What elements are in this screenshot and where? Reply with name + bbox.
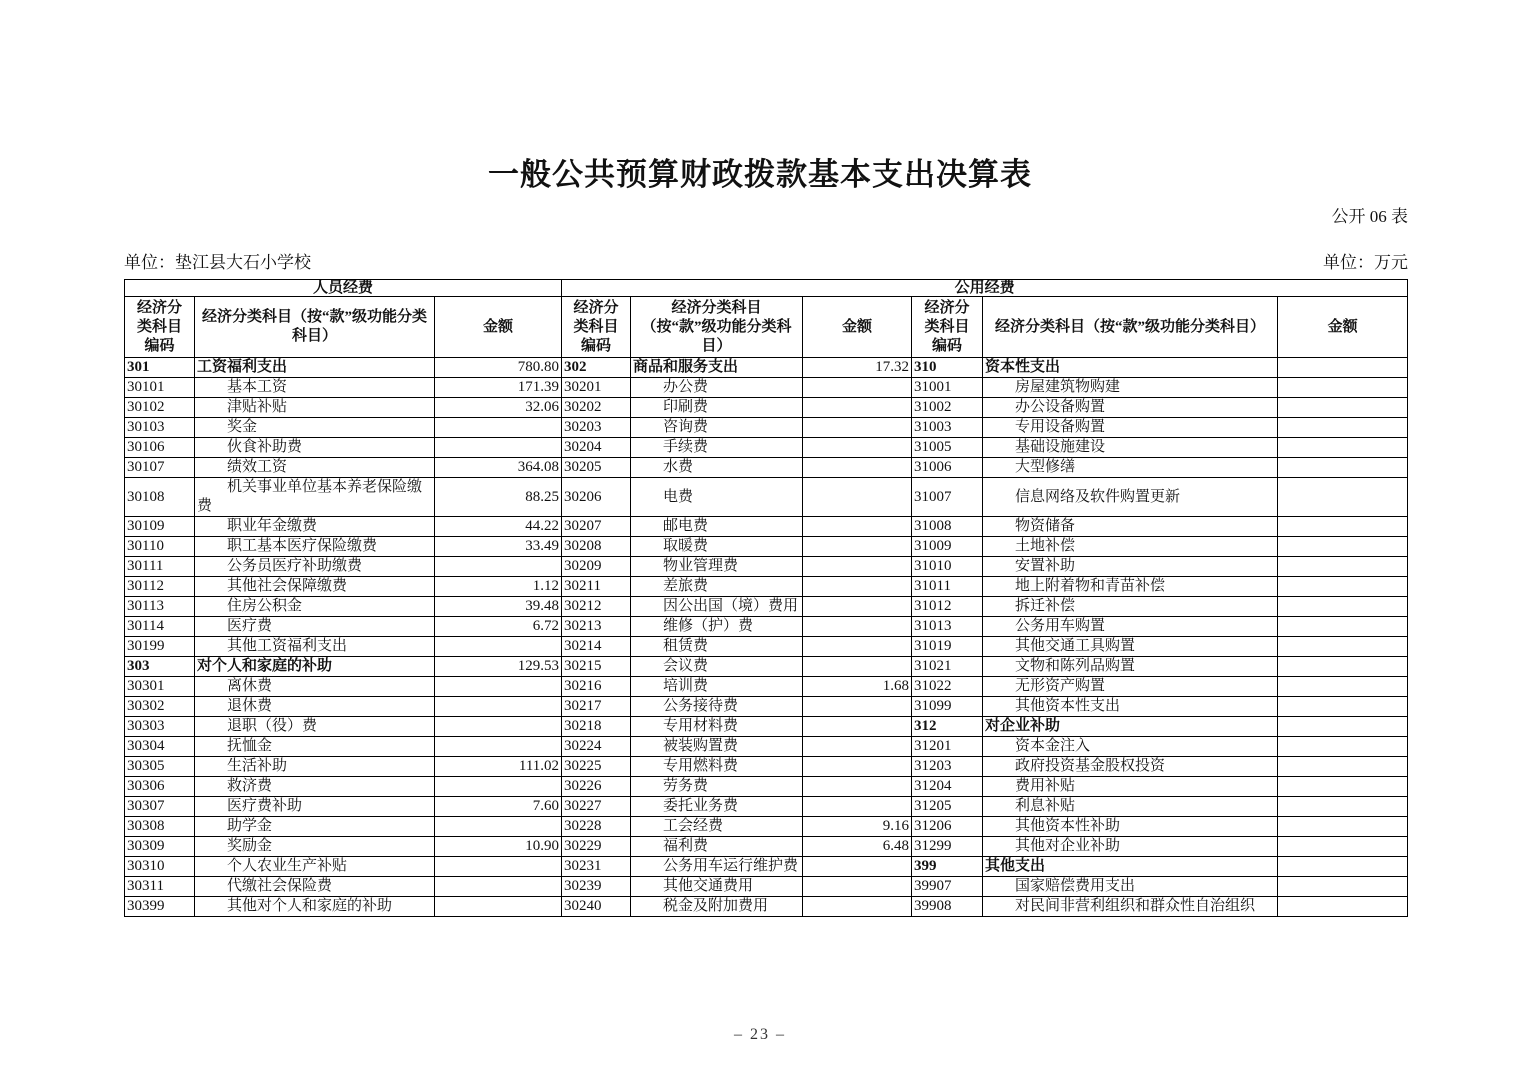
code-cell: 30304 — [125, 737, 195, 757]
code-cell: 30216 — [562, 677, 631, 697]
amount-cell — [803, 717, 912, 737]
amount-cell — [1278, 637, 1408, 657]
expenditure-table — [124, 279, 1408, 917]
subject-cell: 费用补贴 — [983, 777, 1278, 797]
subject-cell: 税金及附加费用 — [631, 897, 803, 917]
subject-cell: 奖金 — [195, 418, 435, 438]
subject-cell: 公务员医疗补助缴费 — [195, 557, 435, 577]
subject-cell: 救济费 — [195, 777, 435, 797]
subject-cell: 绩效工资 — [195, 458, 435, 478]
subject-cell: 其他交通费用 — [631, 877, 803, 897]
code-cell: 31205 — [912, 797, 983, 817]
subject-cell: 其他支出 — [983, 857, 1278, 877]
amount-cell — [1278, 677, 1408, 697]
code-cell: 30112 — [125, 577, 195, 597]
amount-cell — [1278, 737, 1408, 757]
amount-cell — [1278, 757, 1408, 777]
subject-cell: 公务用车购置 — [983, 617, 1278, 637]
col-header-subject-3: 经济分类科目（按“款”级功能分类科目） — [983, 297, 1278, 358]
code-cell: 30310 — [125, 857, 195, 877]
code-cell: 30201 — [562, 378, 631, 398]
amount-cell: 111.02 — [435, 757, 562, 777]
subject-cell: 办公设备购置 — [983, 398, 1278, 418]
subject-cell: 其他工资福利支出 — [195, 637, 435, 657]
amount-cell: 17.32 — [803, 358, 912, 378]
subject-cell: 其他资本性补助 — [983, 817, 1278, 837]
code-cell: 30307 — [125, 797, 195, 817]
unit-line — [124, 252, 1408, 274]
amount-cell: 39.48 — [435, 597, 562, 617]
code-cell: 30226 — [562, 777, 631, 797]
subject-cell: 医疗费 — [195, 617, 435, 637]
code-cell: 31099 — [912, 697, 983, 717]
subject-cell: 无形资产购置 — [983, 677, 1278, 697]
code-cell: 30107 — [125, 458, 195, 478]
table-row — [125, 458, 1408, 478]
amount-cell — [1278, 877, 1408, 897]
amount-cell: 7.60 — [435, 797, 562, 817]
subject-cell: 其他对企业补助 — [983, 837, 1278, 857]
code-cell: 30108 — [125, 478, 195, 517]
subject-cell: 抚恤金 — [195, 737, 435, 757]
amount-cell — [803, 797, 912, 817]
amount-cell — [1278, 897, 1408, 917]
col-header-amount-2: 金额 — [803, 297, 912, 358]
code-cell: 30231 — [562, 857, 631, 877]
amount-cell — [1278, 358, 1408, 378]
code-cell: 30207 — [562, 517, 631, 537]
amount-cell — [435, 637, 562, 657]
subject-cell: 电费 — [631, 478, 803, 517]
subject-cell: 租赁费 — [631, 637, 803, 657]
page-title: 一般公共预算财政拨款基本支出决算表 — [488, 157, 1032, 192]
amount-cell — [1278, 797, 1408, 817]
amount-cell: 32.06 — [435, 398, 562, 418]
amount-cell — [1278, 817, 1408, 837]
subject-cell: 取暖费 — [631, 537, 803, 557]
table-row — [125, 517, 1408, 537]
subject-cell: 文物和陈列品购置 — [983, 657, 1278, 677]
code-cell: 31001 — [912, 378, 983, 398]
subject-cell: 工会经费 — [631, 817, 803, 837]
amount-cell — [1278, 398, 1408, 418]
group-header-public: 公用经费 — [562, 280, 1408, 297]
table-row — [125, 777, 1408, 797]
code-cell: 30101 — [125, 378, 195, 398]
code-cell: 31201 — [912, 737, 983, 757]
col-header-amount-1: 金额 — [435, 297, 562, 358]
code-cell: 30113 — [125, 597, 195, 617]
table-row — [125, 378, 1408, 398]
amount-cell — [803, 418, 912, 438]
table-row — [125, 877, 1408, 897]
subject-cell: 对民间非营利组织和群众性自治组织 — [983, 897, 1278, 917]
amount-cell — [1278, 697, 1408, 717]
subject-cell: 物业管理费 — [631, 557, 803, 577]
table-row — [125, 797, 1408, 817]
code-cell: 31006 — [912, 458, 983, 478]
subject-cell: 房屋建筑物购建 — [983, 378, 1278, 398]
amount-cell — [803, 877, 912, 897]
amount-cell — [803, 478, 912, 517]
amount-cell — [435, 557, 562, 577]
subject-cell: 维修（护）费 — [631, 617, 803, 637]
code-cell: 30311 — [125, 877, 195, 897]
code-cell: 30213 — [562, 617, 631, 637]
amount-cell: 33.49 — [435, 537, 562, 557]
code-cell: 30106 — [125, 438, 195, 458]
code-cell: 31204 — [912, 777, 983, 797]
code-cell: 399 — [912, 857, 983, 877]
table-row — [125, 737, 1408, 757]
amount-cell — [1278, 597, 1408, 617]
table-row — [125, 697, 1408, 717]
subject-cell: 职业年金缴费 — [195, 517, 435, 537]
code-cell: 31021 — [912, 657, 983, 677]
amount-cell — [435, 438, 562, 458]
amount-cell — [803, 697, 912, 717]
subject-cell: 其他交通工具购置 — [983, 637, 1278, 657]
code-cell: 30102 — [125, 398, 195, 418]
code-cell: 30399 — [125, 897, 195, 917]
amount-cell — [803, 537, 912, 557]
table-code-label: 公开 06 表 — [1331, 207, 1408, 226]
subject-cell: 专用材料费 — [631, 717, 803, 737]
code-cell: 31008 — [912, 517, 983, 537]
subject-cell: 专用设备购置 — [983, 418, 1278, 438]
code-cell: 30227 — [562, 797, 631, 817]
code-cell: 30103 — [125, 418, 195, 438]
code-cell: 30301 — [125, 677, 195, 697]
code-cell: 30114 — [125, 617, 195, 637]
subject-cell: 劳务费 — [631, 777, 803, 797]
page-number: – 23 – — [734, 1026, 786, 1043]
col-header-code-2: 经济分类科目编码 — [562, 297, 631, 358]
subject-cell: 大型修缮 — [983, 458, 1278, 478]
subject-cell: 资本金注入 — [983, 737, 1278, 757]
amount-cell: 1.68 — [803, 677, 912, 697]
code-cell: 30215 — [562, 657, 631, 677]
subject-cell: 委托业务费 — [631, 797, 803, 817]
amount-cell — [1278, 537, 1408, 557]
amount-cell — [1278, 458, 1408, 478]
subject-cell: 商品和服务支出 — [631, 358, 803, 378]
code-cell: 310 — [912, 358, 983, 378]
group-header-personnel: 人员经费 — [125, 280, 562, 297]
subject-cell: 机关事业单位基本养老保险缴费 — [195, 478, 435, 517]
code-cell: 31009 — [912, 537, 983, 557]
subject-cell: 国家赔偿费用支出 — [983, 877, 1278, 897]
code-cell: 30229 — [562, 837, 631, 857]
amount-cell — [1278, 857, 1408, 877]
subject-cell: 生活补助 — [195, 757, 435, 777]
subject-cell: 办公费 — [631, 378, 803, 398]
table-row — [125, 757, 1408, 777]
subject-cell: 被装购置费 — [631, 737, 803, 757]
col-header-amount-3: 金额 — [1278, 297, 1408, 358]
amount-cell: 171.39 — [435, 378, 562, 398]
amount-cell — [1278, 717, 1408, 737]
subject-cell: 专用燃料费 — [631, 757, 803, 777]
code-cell: 30306 — [125, 777, 195, 797]
subject-cell: 差旅费 — [631, 577, 803, 597]
amount-cell — [803, 517, 912, 537]
amount-cell — [1278, 577, 1408, 597]
amount-cell — [435, 877, 562, 897]
amount-cell — [803, 777, 912, 797]
subject-cell: 水费 — [631, 458, 803, 478]
subject-cell: 基本工资 — [195, 378, 435, 398]
unit-name-label: 单位：垫江县大石小学校 — [124, 253, 311, 272]
table-row — [125, 637, 1408, 657]
code-cell: 301 — [125, 358, 195, 378]
table-row — [125, 537, 1408, 557]
content-area — [124, 206, 1408, 917]
code-cell: 30208 — [562, 537, 631, 557]
col-header-subject-2: 经济分类科目（按“款”级功能分类科目） — [631, 297, 803, 358]
subject-cell: 工资福利支出 — [195, 358, 435, 378]
code-cell: 30308 — [125, 817, 195, 837]
amount-cell — [803, 597, 912, 617]
code-cell: 30218 — [562, 717, 631, 737]
amount-cell — [803, 857, 912, 877]
amount-cell — [803, 438, 912, 458]
code-cell: 31012 — [912, 597, 983, 617]
subject-cell: 个人农业生产补贴 — [195, 857, 435, 877]
subject-cell: 资本性支出 — [983, 358, 1278, 378]
subject-cell: 地上附着物和青苗补偿 — [983, 577, 1278, 597]
amount-cell — [803, 398, 912, 418]
amount-cell — [803, 557, 912, 577]
code-cell: 31022 — [912, 677, 983, 697]
subject-cell: 公务接待费 — [631, 697, 803, 717]
amount-cell: 129.53 — [435, 657, 562, 677]
subject-cell: 对企业补助 — [983, 717, 1278, 737]
code-cell: 30111 — [125, 557, 195, 577]
table-row — [125, 677, 1408, 697]
amount-cell — [1278, 517, 1408, 537]
subject-cell: 医疗费补助 — [195, 797, 435, 817]
code-cell: 30110 — [125, 537, 195, 557]
code-cell: 31203 — [912, 757, 983, 777]
table-row — [125, 597, 1408, 617]
amount-cell — [435, 717, 562, 737]
col-header-subject-1: 经济分类科目（按“款”级功能分类科目） — [195, 297, 435, 358]
table-row — [125, 358, 1408, 378]
code-cell: 31299 — [912, 837, 983, 857]
code-cell: 31010 — [912, 557, 983, 577]
table-row — [125, 657, 1408, 677]
code-cell: 30214 — [562, 637, 631, 657]
amount-cell — [435, 777, 562, 797]
subject-cell: 安置补助 — [983, 557, 1278, 577]
table-row — [125, 478, 1408, 517]
subject-cell: 离休费 — [195, 677, 435, 697]
amount-cell — [1278, 478, 1408, 517]
subject-cell: 手续费 — [631, 438, 803, 458]
amount-cell — [435, 817, 562, 837]
col-header-code-1: 经济分类科目编码 — [125, 297, 195, 358]
table-row — [125, 557, 1408, 577]
amount-cell: 364.08 — [435, 458, 562, 478]
code-cell: 31007 — [912, 478, 983, 517]
table-row — [125, 617, 1408, 637]
table-row — [125, 438, 1408, 458]
subject-cell: 伙食补助费 — [195, 438, 435, 458]
subject-cell: 因公出国（境）费用 — [631, 597, 803, 617]
amount-cell — [803, 458, 912, 478]
subject-cell: 公务用车运行维护费 — [631, 857, 803, 877]
amount-cell — [803, 617, 912, 637]
code-cell: 312 — [912, 717, 983, 737]
subject-cell: 培训费 — [631, 677, 803, 697]
code-cell: 30204 — [562, 438, 631, 458]
code-cell: 39907 — [912, 877, 983, 897]
subject-cell: 会议费 — [631, 657, 803, 677]
table-row — [125, 577, 1408, 597]
code-cell: 31005 — [912, 438, 983, 458]
subject-cell: 其他对个人和家庭的补助 — [195, 897, 435, 917]
subject-cell: 助学金 — [195, 817, 435, 837]
code-cell: 30225 — [562, 757, 631, 777]
code-cell: 31019 — [912, 637, 983, 657]
amount-cell — [1278, 617, 1408, 637]
amount-cell — [435, 857, 562, 877]
subject-cell: 奖励金 — [195, 837, 435, 857]
subject-cell: 津贴补贴 — [195, 398, 435, 418]
amount-cell: 1.12 — [435, 577, 562, 597]
code-cell: 30217 — [562, 697, 631, 717]
code-cell: 30209 — [562, 557, 631, 577]
amount-cell: 9.16 — [803, 817, 912, 837]
subject-cell: 政府投资基金股权投资 — [983, 757, 1278, 777]
subject-cell: 福利费 — [631, 837, 803, 857]
code-cell: 30109 — [125, 517, 195, 537]
table-row — [125, 837, 1408, 857]
subject-cell: 物资储备 — [983, 517, 1278, 537]
amount-cell: 10.90 — [435, 837, 562, 857]
subject-cell: 其他资本性支出 — [983, 697, 1278, 717]
subject-cell: 土地补偿 — [983, 537, 1278, 557]
code-cell: 30303 — [125, 717, 195, 737]
code-cell: 31002 — [912, 398, 983, 418]
subject-cell: 对个人和家庭的补助 — [195, 657, 435, 677]
subject-cell: 邮电费 — [631, 517, 803, 537]
amount-cell — [803, 737, 912, 757]
amount-cell — [803, 657, 912, 677]
code-cell: 39908 — [912, 897, 983, 917]
column-header-row — [125, 297, 1408, 358]
subject-cell: 基础设施建设 — [983, 438, 1278, 458]
subject-cell: 代缴社会保险费 — [195, 877, 435, 897]
code-cell: 31206 — [912, 817, 983, 837]
amount-cell — [1278, 777, 1408, 797]
table-body — [125, 358, 1408, 917]
amount-cell: 780.80 — [435, 358, 562, 378]
subject-cell: 咨询费 — [631, 418, 803, 438]
table-row — [125, 717, 1408, 737]
code-cell: 30239 — [562, 877, 631, 897]
code-cell: 30203 — [562, 418, 631, 438]
subject-cell: 拆迁补偿 — [983, 597, 1278, 617]
amount-cell — [803, 897, 912, 917]
amount-cell: 44.22 — [435, 517, 562, 537]
table-row — [125, 817, 1408, 837]
amount-cell — [803, 577, 912, 597]
code-cell: 30212 — [562, 597, 631, 617]
unit-currency-label: 单位：万元 — [1323, 253, 1408, 272]
table-row — [125, 398, 1408, 418]
amount-cell: 88.25 — [435, 478, 562, 517]
code-cell: 31011 — [912, 577, 983, 597]
code-cell: 30199 — [125, 637, 195, 657]
amount-cell — [435, 418, 562, 438]
amount-cell — [435, 697, 562, 717]
amount-cell — [1278, 438, 1408, 458]
amount-cell — [1278, 657, 1408, 677]
subject-cell: 退职（役）费 — [195, 717, 435, 737]
subject-cell: 利息补贴 — [983, 797, 1278, 817]
amount-cell — [803, 637, 912, 657]
code-cell: 30228 — [562, 817, 631, 837]
code-cell: 30305 — [125, 757, 195, 777]
code-cell: 30224 — [562, 737, 631, 757]
amount-cell — [803, 757, 912, 777]
amount-cell — [1278, 837, 1408, 857]
amount-cell — [803, 378, 912, 398]
amount-cell — [435, 737, 562, 757]
code-cell: 302 — [562, 358, 631, 378]
table-row — [125, 897, 1408, 917]
code-cell: 30240 — [562, 897, 631, 917]
subject-cell: 其他社会保障缴费 — [195, 577, 435, 597]
code-cell: 30309 — [125, 837, 195, 857]
amount-cell — [1278, 378, 1408, 398]
table-row — [125, 857, 1408, 877]
amount-cell — [435, 897, 562, 917]
code-cell: 303 — [125, 657, 195, 677]
amount-cell — [435, 677, 562, 697]
amount-cell — [1278, 418, 1408, 438]
code-cell: 30206 — [562, 478, 631, 517]
amount-cell: 6.48 — [803, 837, 912, 857]
subject-cell: 印刷费 — [631, 398, 803, 418]
col-header-code-3: 经济分类科目编码 — [912, 297, 983, 358]
group-header-row — [125, 280, 1408, 297]
amount-cell: 6.72 — [435, 617, 562, 637]
table-row — [125, 418, 1408, 438]
code-cell: 31013 — [912, 617, 983, 637]
code-cell: 30205 — [562, 458, 631, 478]
subject-cell: 住房公积金 — [195, 597, 435, 617]
amount-cell — [1278, 557, 1408, 577]
code-cell: 30211 — [562, 577, 631, 597]
code-cell: 31003 — [912, 418, 983, 438]
subject-cell: 信息网络及软件购置更新 — [983, 478, 1278, 517]
subject-cell: 职工基本医疗保险缴费 — [195, 537, 435, 557]
subject-cell: 退休费 — [195, 697, 435, 717]
code-cell: 30202 — [562, 398, 631, 418]
code-cell: 30302 — [125, 697, 195, 717]
